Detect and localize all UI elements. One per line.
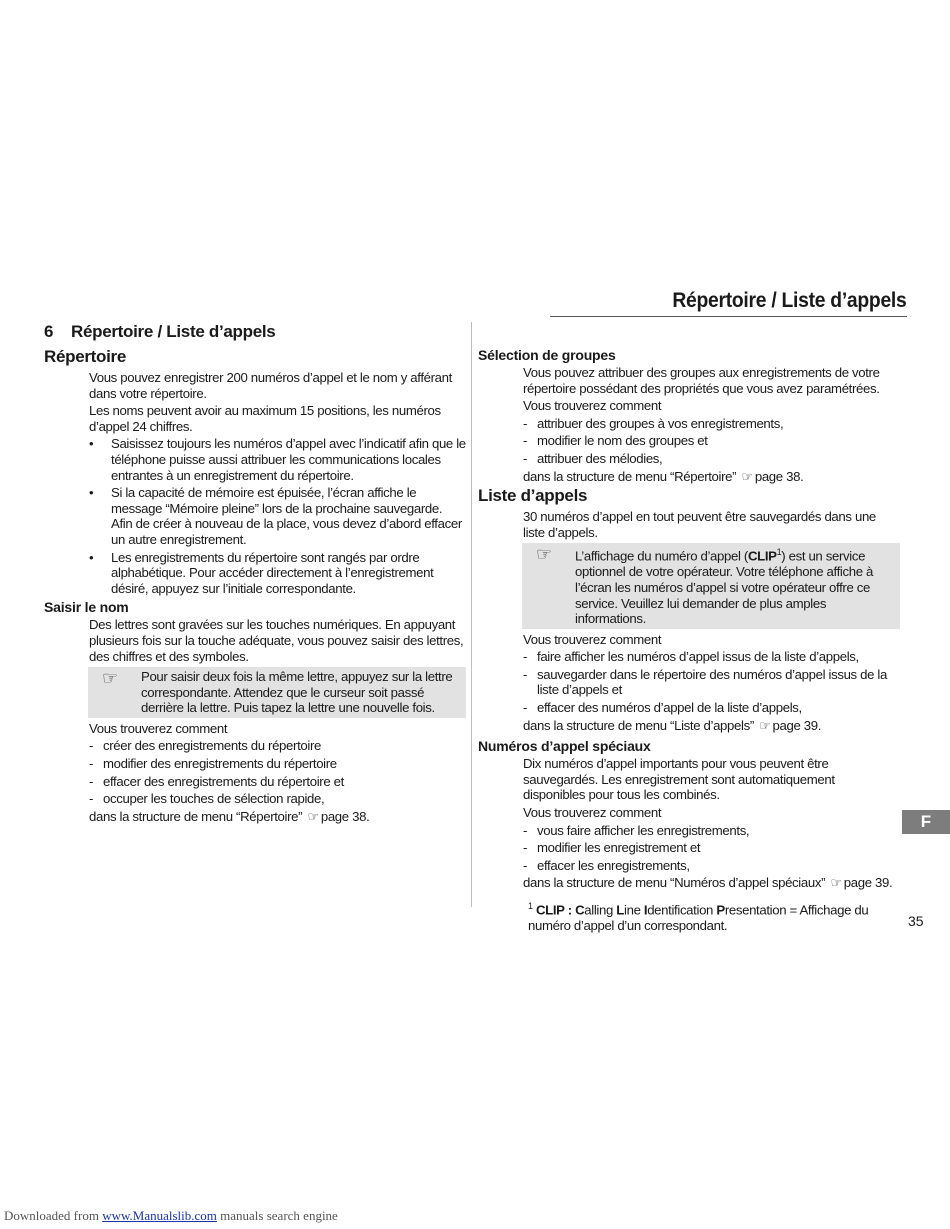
list-item: - faire afficher les numéros d’appel issus de la liste d’appels, bbox=[523, 649, 859, 665]
list-item: - sauvegarder dans le répertoire des numéros d’appel issus de la liste d’appels et bbox=[523, 666, 887, 698]
groupes-dash-list bbox=[523, 416, 900, 467]
page-reference-icon: ☞ bbox=[759, 717, 771, 733]
list-item: - attribuer des groupes à vos enregistrements, bbox=[523, 415, 784, 431]
groupes-paragraph: Vous pouvez attribuer des groupes aux enregistrements de votre répertoire possédant des propriétés que vous avez paramétrées. bbox=[523, 365, 880, 396]
list-item: - effacer les enregistrements, bbox=[523, 857, 690, 873]
bullet-mark: • bbox=[89, 436, 94, 452]
bullet-item: • Si la capacité de mémoire est épuisée, l’écran affiche le message “Mémoire pleine” lors de la prochaine sauvegarde. Afin de créer à nouveau de la place, vous devez d’abord effacer un autre enregistrement. bbox=[89, 485, 462, 547]
list-item: - attribuer des mélodies, bbox=[523, 450, 663, 466]
trouverez-label: Vous trouverez comment bbox=[89, 720, 228, 736]
menu-reference: dans la structure de menu “Répertoire” ☞ page 38. bbox=[523, 468, 804, 484]
list-item: - modifier des enregistrements du répertoire bbox=[89, 756, 337, 772]
repertoire-bullet-list bbox=[89, 436, 466, 596]
download-footer: Downloaded from www.Manualslib.com manuals search engine bbox=[4, 1208, 338, 1223]
repertoire-dash-list bbox=[89, 738, 466, 806]
right-column bbox=[478, 347, 900, 934]
list-item: - effacer des numéros d’appel de la liste d’appels, bbox=[523, 700, 802, 716]
bullet-mark: • bbox=[89, 485, 94, 501]
note-text: Pour saisir deux fois la même lettre, appuyez sur la lettre correspondante. Attendez que le curseur soit passé derrière la lettre. Puis tapez la lettre une nouvelle fois. bbox=[141, 669, 453, 716]
clip-note-box: ☞ L’affichage du numéro d’appel (CLIP$^1$) est un service optionnel de votre opérateur. Votre téléphone affiche à l’écran les numéros d’appel si votre opérateur offre ce service. Veuillez lui demander de plus amples informations. bbox=[522, 543, 900, 628]
subsection-title-saisir: Saisir le nom bbox=[44, 599, 129, 616]
list-item: - modifier les enregistrement et bbox=[523, 840, 701, 856]
chapter-title bbox=[44, 321, 466, 343]
header-rule bbox=[550, 316, 907, 317]
list-item: - modifier le nom des groupes et bbox=[523, 433, 708, 449]
section-title-repertoire: Répertoire bbox=[44, 347, 127, 366]
list-item: - créer des enregistrements du répertoire bbox=[89, 738, 321, 754]
list-item: - occuper les touches de sélection rapide, bbox=[89, 791, 325, 807]
liste-paragraph: 30 numéros d’appel en tout peuvent être sauvegardés dans une liste d’appels. bbox=[523, 509, 876, 540]
saisir-paragraph: Des lettres sont gravées sur les touches numériques. En appuyant plusieurs fois sur la touche adéquate, vous pouvez saisir des lettres, des chiffres et des symboles. bbox=[89, 617, 464, 664]
manualslib-link[interactable]: www.Manualslib.com bbox=[102, 1208, 217, 1223]
footnote: $^1$ CLIP : Calling Line Identification Presentation = Affichage du numéro d’appel d’un correspondant. bbox=[528, 901, 869, 933]
subsection-title-groupes: Sélection de groupes bbox=[478, 347, 616, 363]
list-item: - effacer des enregistrements du répertoire et bbox=[89, 773, 344, 789]
language-tab: F bbox=[902, 810, 950, 834]
trouverez-label: Vous trouverez comment bbox=[523, 805, 662, 821]
menu-reference: dans la structure de menu “Liste d’appels” ☞ page 39. bbox=[523, 717, 822, 733]
page-number: 35 bbox=[908, 913, 924, 929]
page-header-title: Répertoire / Liste d’appels bbox=[671, 289, 906, 312]
bullet-mark: • bbox=[89, 549, 94, 565]
speciaux-paragraph: Dix numéros d’appel importants pour vous peuvent être sauvegardés. Les enregistrement sont automatiquement disponibles pour tous les combinés. bbox=[523, 756, 835, 803]
intro-paragraph-1: Vous pouvez enregistrer 200 numéros d’appel et le nom y afférant dans votre répertoire. bbox=[89, 370, 452, 401]
note-box bbox=[88, 667, 466, 718]
liste-dash-list bbox=[523, 649, 900, 715]
column-divider bbox=[471, 322, 472, 907]
left-column bbox=[44, 321, 466, 826]
page-reference-icon: ☞ bbox=[741, 468, 753, 484]
list-item: - vous faire afficher les enregistrements, bbox=[523, 822, 750, 838]
page-reference-icon: ☞ bbox=[307, 808, 319, 824]
pointing-hand-icon: ☞ bbox=[536, 544, 552, 565]
bullet-item: • Saisissez toujours les numéros d’appel avec l’indicatif afin que le téléphone puisse aussi attribuer les communications locales entrantes à un enregistrement du répertoire. bbox=[89, 436, 466, 483]
chapter-title-text: Répertoire / Liste d’appels bbox=[71, 322, 276, 341]
menu-reference: dans la structure de menu “Répertoire” ☞ page 38. bbox=[89, 808, 370, 824]
pointing-hand-icon: ☞ bbox=[102, 668, 118, 689]
menu-reference: dans la structure de menu “Numéros d’appel spéciaux” ☞ page 39. bbox=[523, 875, 893, 891]
section-title-liste: Liste d’appels bbox=[478, 486, 588, 506]
intro-paragraph-2: Les noms peuvent avoir au maximum 15 positions, les numéros d’appel 24 chiffres. bbox=[89, 403, 441, 434]
speciaux-dash-list bbox=[523, 823, 900, 874]
trouverez-label: Vous trouverez comment bbox=[523, 398, 662, 414]
subsection-title-speciaux: Numéros d’appel spéciaux bbox=[478, 738, 651, 755]
page-reference-icon: ☞ bbox=[830, 875, 842, 891]
bullet-item: • Les enregistrements du répertoire sont rangés par ordre alphabétique. Pour accéder directement à l’enregistrement désiré, appuyez sur l’initiale correspondante. bbox=[89, 549, 434, 596]
chapter-number: 6 bbox=[44, 322, 54, 341]
trouverez-label: Vous trouverez comment bbox=[523, 631, 662, 647]
